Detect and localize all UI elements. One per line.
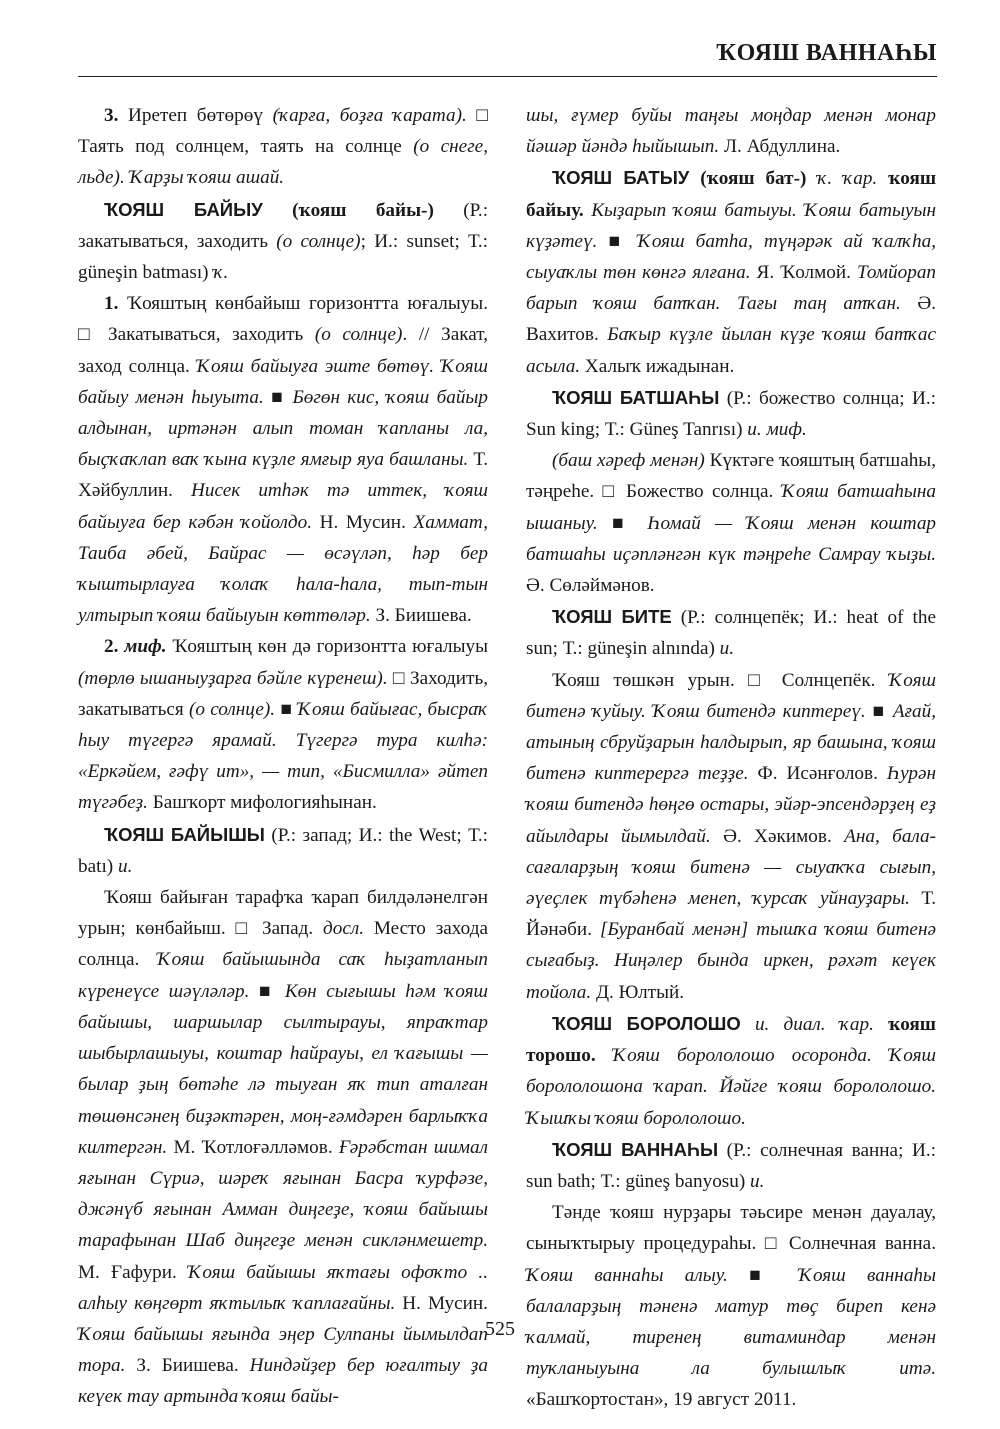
quotation-author: Ә. Сөләймәнов.	[526, 575, 655, 597]
grammar-label: ҡ. ҡар.	[817, 168, 878, 190]
sense-paragraph	[526, 445, 936, 601]
grammar-label: и. диал. ҡар.	[754, 1013, 874, 1035]
grammar-label: и.	[750, 1170, 765, 1192]
grammar-label: ҡ.	[213, 262, 229, 284]
page-number: 525	[485, 1318, 515, 1340]
quotation-text: Ниндәйҙер бер юғалтыу ҙа кеүек тау артында ҡояш байы-	[78, 1355, 488, 1408]
example-text: Ҡояш байыуға эште бөтөү. Ҡояш байыу менән һыуыта.	[78, 355, 488, 408]
sense-paragraph	[78, 100, 488, 194]
equivalents-text: (Р.: солнцепёк; И.: heat of the sun; Т.: güneşin alnında)	[526, 607, 936, 660]
cross-reference: ҡояш торошо.	[526, 1013, 936, 1067]
quotation-text: Ҡояш байығас, бысраҡ һыу түгергә ярамай. Түгергә тура килһә: «Еркәйем, ғәфү ит», — тип, «Бисмилла» әйтеп түгәбеҙ.	[78, 698, 488, 814]
entry-headword-line	[526, 162, 936, 381]
headword: ҠОЯШ БАТЫУ	[552, 167, 690, 189]
quotation-text: Ҡояш байышы яҡтағы офоҡто .. алһыу көңгөрт яҡтылыҡ ҡаплағайны.	[78, 1261, 488, 1314]
entry-headword-line	[78, 819, 488, 882]
definition-text: Ҡояш төшкән урын. □ Солнцепёк.	[552, 669, 889, 691]
square-marker: ■	[263, 386, 293, 408]
usage-note: досл.	[323, 918, 365, 940]
quotation-text: Һурән ҡояш битендә һөңгө остары, эйәр-эпсендәрҙең еҙ айылдары йымылдай.	[526, 763, 936, 847]
example-text: Ҡояш борололошо осоронда. Ҡояш борололошона ҡарап. Йәйге ҡояш борололошо. Ҡышҡы ҡояш борололошо.	[526, 1045, 937, 1129]
quotation-text: Нисек итһәк тә иттек, ҡояш байыуға бер кәбән ҡойолдо.	[78, 480, 489, 533]
quotation-author: Башҡорт мифологияһынан.	[147, 792, 377, 814]
sense-paragraph	[78, 288, 488, 631]
definition-text: Ҡояштың көн дә горизонтта юғалыуы	[166, 636, 489, 658]
quotation-text: Ғәрәбстан шимал яғынан Сүриә, шәреҡ яғынан Басра ҡурфәзе, джәнүб яғынан Амман диңгеҙе, ҡояш байышы тарафынан Шаб диңгеҙе менән сикләнмешетр.	[78, 1136, 488, 1252]
right-column	[526, 100, 936, 1416]
sense-number: 1.	[104, 293, 127, 315]
entry-headword-line	[526, 382, 936, 445]
example-text: (о снеге, льде). Ҡарҙы ҡояш ашай.	[78, 136, 488, 189]
square-marker: ■	[597, 230, 638, 252]
quotation-author: Н. Мусин.	[395, 1292, 488, 1314]
headword: ҠОЯШ БАЙЫУ	[104, 198, 263, 220]
definition-text: Тәнде ҡояш нурҙары тәьсире менән дауалау, сыныҡтырыу процедураһы. □ Солнечная ванна.	[526, 1202, 936, 1255]
quotation-author: Халыҡ ижадынан.	[580, 355, 735, 377]
running-head: ҠОЯШ ВАННАҺЫ	[716, 40, 937, 66]
translation-text: □ Заходить, закатываться	[78, 667, 488, 720]
quotation-text: Томйорап барып ҡояш батҡан. Тағы таң атҡан.	[526, 262, 937, 315]
headword: ҠОЯШ БИТЕ	[552, 606, 672, 628]
quotation-text: Көн сығышы һәм ҡояш байышы, шаршылар сылтырауы, япраҡтар шыбырлашыуы, коштар һайрауы, ел ҡағышы — былар ҙың бөтәһе лә тыуған яҡ тип аталған төшөнсәнең биҙәктәрен, моң-ғәмдәрен барлыҡҡа килтергән.	[78, 980, 489, 1158]
sense-number: 2.	[104, 636, 125, 658]
quotation-author: Я. Ҡолмой.	[750, 262, 857, 284]
sense-paragraph	[526, 665, 936, 1008]
headword: ҠОЯШ БОРОЛОШО	[552, 1012, 741, 1034]
usage-note: (о солнце)	[314, 324, 403, 346]
continued-paragraph	[526, 100, 936, 162]
quotation-text: Ҡояш ваннаһы балаларҙың тәненә матур төҫ биреп кенә ҡалмай, тиренең витаминдар менән туҡланыуына ла булышлыҡ итә.	[526, 1264, 937, 1380]
example-text: Ҡояш батшаһына ышаныу.	[526, 481, 936, 534]
grammar-label: миф.	[124, 636, 167, 658]
quotation-author: Т. Йәнәби.	[526, 888, 936, 941]
equivalents-text: (Р.: божество солнца; И.: Sun king; Т.: Güneş Tanrısı)	[526, 387, 937, 441]
example-text: Ҡояш байышында саҡ һыҙатланып күренеүсе шәүләләр.	[78, 949, 488, 1002]
header-rule	[78, 76, 937, 77]
quotation-text: Ана, бала-сағаларҙың ҡояш битенә — сыуаҡҡа сығып, әүеҫлек түбәһенә менеп, ҡурсаҡ уйнауҙары.	[526, 825, 936, 910]
grammar-label: и.	[719, 638, 735, 660]
equivalents-text: (Р.: закатываться, заходить	[78, 199, 489, 252]
quotation-text: Хаммат, Таиба әбей, Байрас — өсәүләп, һәр бер ҡыштырлауға ҡолаҡ һала-һала, тып-тын ултырып ҡояш байыуын көттөләр.	[78, 511, 488, 627]
definition-text: Иретеп бөтөрөү	[128, 105, 273, 126]
quotation-author: З. Биишева.	[125, 1355, 250, 1377]
example-text: Ҡояш битенә ҡуйыу. Ҡояш битендә киптереү.	[526, 669, 936, 722]
usage-note: (о солнце).	[189, 698, 276, 720]
quotation-text: Һомай — Ҡояш менән коштар батшаһы иҫәпләнгән күк тәңреһе Самрау ҡыҙы.	[526, 512, 937, 565]
equivalents-text: ; И.: sunset; Т.: güneşin batması)	[78, 230, 488, 284]
quotation-text: Ағай, атының сбруйҙарын һалдырып, яр башына, ҡояш битенә киптерергә теҙҙе.	[526, 700, 937, 785]
quotation-author: Н. Мусин.	[312, 511, 414, 533]
entry-headword-line	[526, 1008, 936, 1134]
definition-text: Күктәге ҡояштың батшаһы, тәңреһе. □ Божество солнца.	[526, 450, 936, 503]
quotation-author: Л. Абдуллина.	[719, 136, 841, 158]
headword-variant: (ҡояш бат-)	[700, 168, 807, 190]
quotation-text: Баҡыр күҙле йылан күҙе ҡояш батҡас асыла.	[526, 324, 936, 377]
headword: ҠОЯШ БАЙЫШЫ	[104, 823, 265, 845]
quotation-author: «Башҡортостан», 19 август 2011.	[526, 1389, 797, 1411]
quotation-author: Т. Хәйбуллин.	[78, 449, 488, 502]
quotation-text: Бөгөн кис, ҡояш байыр алдынан, иртәнән алып томан ҡапланы ла, быҫҡаҡлап ваҡ ҡына күҙле ямғыр яуа башланы.	[78, 386, 488, 471]
usage-note: (төрлө ышаныуҙарға бәйле күренеш).	[78, 667, 388, 689]
square-marker: ■	[597, 512, 648, 534]
entry-headword-line	[78, 194, 488, 289]
sense-paragraph	[526, 1197, 936, 1415]
usage-note: (ҡарға, боҙға ҡарата).	[272, 105, 467, 126]
quotation-author: Ә. Вахитов.	[526, 293, 936, 346]
grammar-label: и.	[117, 855, 133, 877]
headword: ҠОЯШ ВАННАҺЫ	[552, 1138, 719, 1160]
square-marker: ■	[865, 700, 893, 722]
left-column	[78, 100, 488, 1413]
usage-note: (о солнце)	[276, 230, 361, 252]
headword: ҠОЯШ БАТШАҺЫ	[552, 386, 720, 408]
usage-note: (баш хәреф менән)	[552, 450, 705, 472]
translation-text: □ Таять под солнцем, таять на солнце	[78, 105, 488, 158]
sense-number: 3.	[104, 105, 129, 126]
headword-variant: (ҡояш байы-)	[292, 199, 434, 221]
definition-text: Ҡояш байыған тарафҡа ҡарап билдәләнелгән урын; көнбайыш. □ Запад.	[78, 887, 488, 940]
equivalents-text: (Р.: запад; И.: the West; Т.: batı)	[78, 824, 488, 877]
quotation-author: Ә. Хәкимов.	[710, 825, 845, 847]
quotation-author: М. Ҡотлоғәлләмов.	[167, 1136, 339, 1158]
cross-reference: ҡояш байыу.	[526, 168, 937, 221]
quotation-text: Ҡояш батһа, түңәрәк ай ҡалҡһа, сыуаҡлы төн көнгә ялғана.	[526, 230, 936, 284]
sense-paragraph	[78, 631, 488, 818]
quotation-text: [Буранбай менән] тышҡа ҡояш битенә сығабыҙ. Ниңәлер бында иркен, рәхәт кеүек тойола.	[526, 919, 936, 1003]
quotation-author: Д. Юлтый.	[591, 981, 685, 1003]
quotation-text: шы, ғүмер буйы таңғы моңдар менән монар йәшәр йәндә һыйышып.	[526, 105, 936, 158]
definition-text: Ҡояштың көнбайыш горизонтта юғалыуы. □ Закатываться, заходить	[78, 293, 488, 346]
example-text: Кыҙарып ҡояш батыуы. Ҡояш батыуын күҙәтеү.	[526, 199, 937, 252]
translation-text: Место захода солнца.	[78, 918, 488, 971]
quotation-text: Ҡояш байышы яғында эңер Сулпаны йымылдап тора.	[78, 1323, 488, 1377]
quotation-author: З. Биишева.	[370, 605, 472, 627]
example-text: Ҡояш ваннаһы алыу.	[526, 1264, 728, 1286]
quotation-author: М. Ғафури.	[78, 1261, 188, 1283]
entry-headword-line	[526, 601, 936, 664]
square-marker: ■	[275, 698, 298, 720]
square-marker: ■	[727, 1264, 799, 1286]
square-marker: ■	[249, 980, 285, 1002]
entry-headword-line	[526, 1134, 936, 1197]
translation-text: . // Закат, заход солнца.	[78, 324, 488, 377]
grammar-label: и. миф.	[747, 419, 807, 441]
quotation-author: Ф. Исәнғолов.	[748, 763, 887, 785]
equivalents-text: (Р.: солнечная ванна; И.: sun bath; Т.: güneş banyosu)	[526, 1139, 936, 1192]
